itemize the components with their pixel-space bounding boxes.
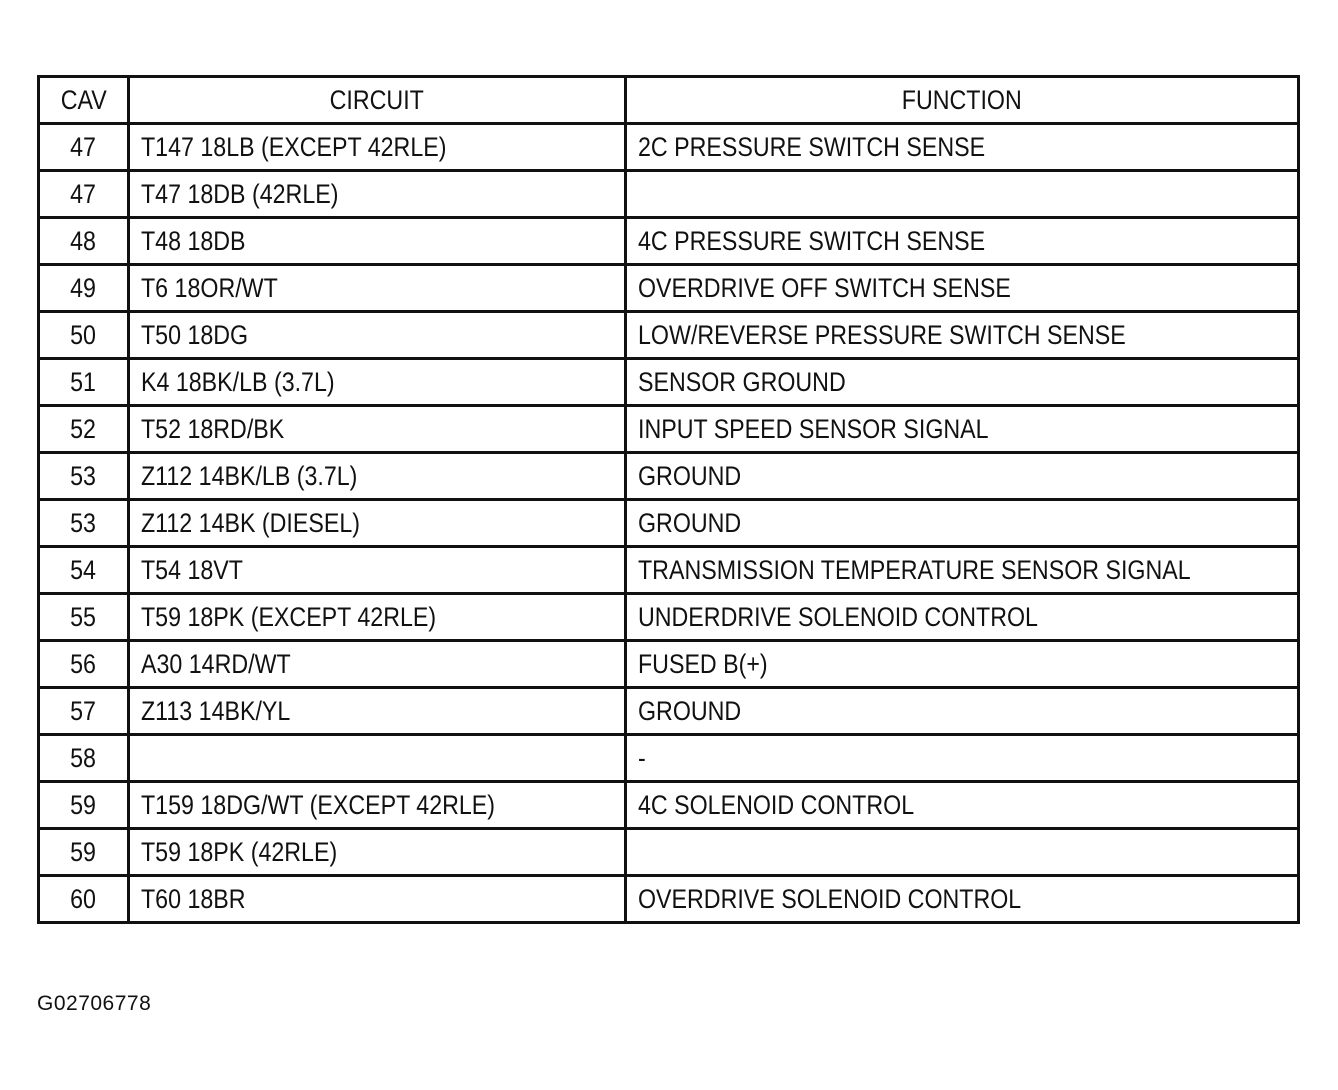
cav-cell: 56 xyxy=(39,641,129,688)
cav-cell: 47 xyxy=(39,124,129,171)
table-row xyxy=(39,735,1299,782)
table-row xyxy=(39,876,1299,923)
cav-cell: 60 xyxy=(39,876,129,923)
circuit-cell: T52 18RD/BK xyxy=(129,406,626,453)
function-cell: UNDERDRIVE SOLENOID CONTROL xyxy=(626,594,1299,641)
function-cell: 4C PRESSURE SWITCH SENSE xyxy=(626,218,1299,265)
function-cell: TRANSMISSION TEMPERATURE SENSOR SIGNAL xyxy=(626,547,1299,594)
table-row xyxy=(39,171,1299,218)
function-cell: INPUT SPEED SENSOR SIGNAL xyxy=(626,406,1299,453)
table-row xyxy=(39,641,1299,688)
table-row xyxy=(39,359,1299,406)
connector-pinout-table xyxy=(37,75,1300,924)
circuit-cell: T47 18DB (42RLE) xyxy=(129,171,626,218)
header-row xyxy=(39,77,1299,124)
table-row xyxy=(39,265,1299,312)
function-cell xyxy=(626,829,1299,876)
function-cell: GROUND xyxy=(626,453,1299,500)
table-row xyxy=(39,688,1299,735)
circuit-cell: K4 18BK/LB (3.7L) xyxy=(129,359,626,406)
cav-cell: 51 xyxy=(39,359,129,406)
function-cell: OVERDRIVE OFF SWITCH SENSE xyxy=(626,265,1299,312)
circuit-cell: Z112 14BK/LB (3.7L) xyxy=(129,453,626,500)
table-row xyxy=(39,453,1299,500)
function-cell: GROUND xyxy=(626,500,1299,547)
function-cell: GROUND xyxy=(626,688,1299,735)
cav-cell: 59 xyxy=(39,829,129,876)
header-function: FUNCTION xyxy=(626,77,1299,124)
table-row xyxy=(39,547,1299,594)
circuit-cell: A30 14RD/WT xyxy=(129,641,626,688)
circuit-cell: Z112 14BK (DIESEL) xyxy=(129,500,626,547)
table-row xyxy=(39,218,1299,265)
function-cell: LOW/REVERSE PRESSURE SWITCH SENSE xyxy=(626,312,1299,359)
cav-cell: 50 xyxy=(39,312,129,359)
table-row xyxy=(39,829,1299,876)
cav-cell: 54 xyxy=(39,547,129,594)
circuit-cell: Z113 14BK/YL xyxy=(129,688,626,735)
function-cell: OVERDRIVE SOLENOID CONTROL xyxy=(626,876,1299,923)
circuit-cell: T59 18PK (EXCEPT 42RLE) xyxy=(129,594,626,641)
figure-id: G02706778 xyxy=(37,992,152,1015)
circuit-cell: T54 18VT xyxy=(129,547,626,594)
header-circuit: CIRCUIT xyxy=(129,77,626,124)
table-body xyxy=(39,124,1299,923)
function-cell xyxy=(626,171,1299,218)
table-row xyxy=(39,124,1299,171)
circuit-cell: T159 18DG/WT (EXCEPT 42RLE) xyxy=(129,782,626,829)
table-row xyxy=(39,312,1299,359)
circuit-cell: T60 18BR xyxy=(129,876,626,923)
table-row xyxy=(39,500,1299,547)
cav-cell: 58 xyxy=(39,735,129,782)
circuit-cell: T50 18DG xyxy=(129,312,626,359)
cav-cell: 53 xyxy=(39,500,129,547)
function-cell: SENSOR GROUND xyxy=(626,359,1299,406)
circuit-cell: T147 18LB (EXCEPT 42RLE) xyxy=(129,124,626,171)
cav-cell: 48 xyxy=(39,218,129,265)
function-cell: 4C SOLENOID CONTROL xyxy=(626,782,1299,829)
cav-cell: 49 xyxy=(39,265,129,312)
cav-cell: 59 xyxy=(39,782,129,829)
function-cell: 2C PRESSURE SWITCH SENSE xyxy=(626,124,1299,171)
cav-cell: 53 xyxy=(39,453,129,500)
cav-cell: 47 xyxy=(39,171,129,218)
cav-cell: 55 xyxy=(39,594,129,641)
circuit-cell: T48 18DB xyxy=(129,218,626,265)
cav-cell: 57 xyxy=(39,688,129,735)
table-row xyxy=(39,782,1299,829)
function-cell: FUSED B(+) xyxy=(626,641,1299,688)
function-cell: - xyxy=(626,735,1299,782)
table-row xyxy=(39,594,1299,641)
circuit-cell: T6 18OR/WT xyxy=(129,265,626,312)
circuit-cell: T59 18PK (42RLE) xyxy=(129,829,626,876)
circuit-cell xyxy=(129,735,626,782)
header-cav: CAV xyxy=(39,77,129,124)
table-row xyxy=(39,406,1299,453)
cav-cell: 52 xyxy=(39,406,129,453)
